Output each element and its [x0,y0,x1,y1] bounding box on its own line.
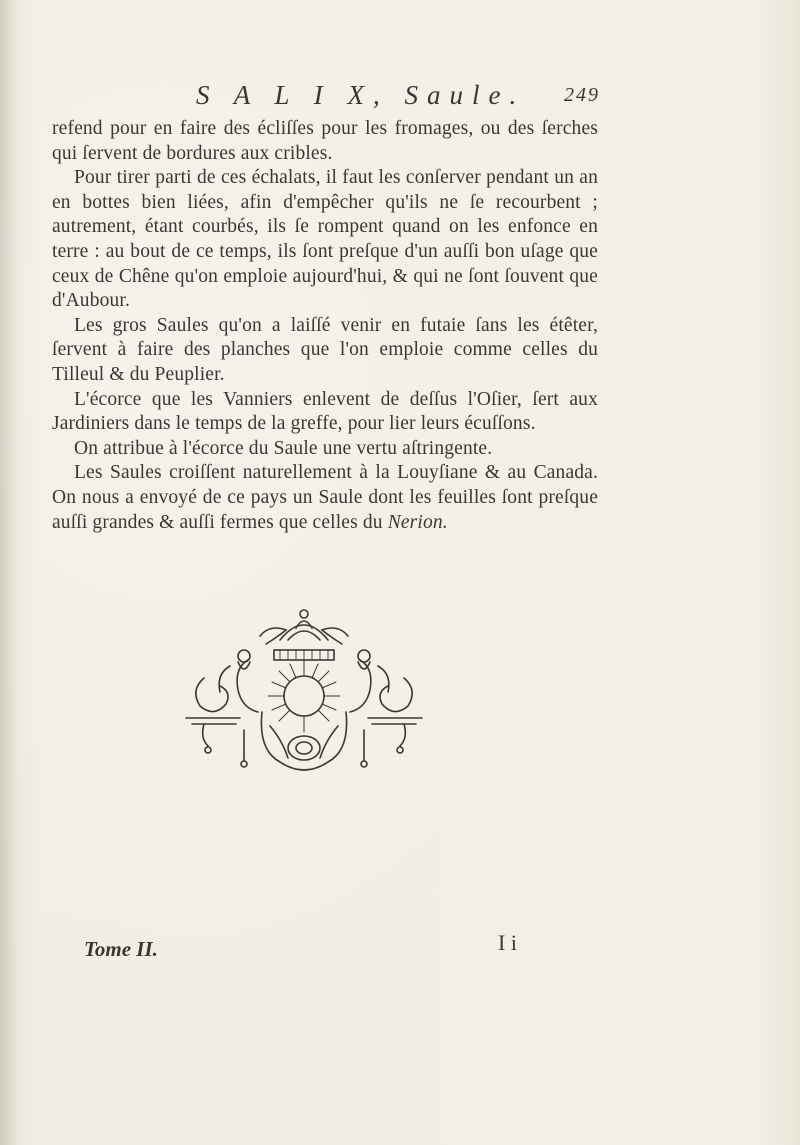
paragraph: refend pour en faire des écliſſes pour les fromages, ou des ſerches qui ſervent de bordures aux cribles. [52,118,598,164]
signature-mark: I i [498,930,517,955]
body-text [52,117,598,535]
page-number: 249 [564,84,600,106]
paragraph: On attribue à l'écorce du Saule une vertu aſtringente. [74,437,493,459]
paragraph-last [52,461,598,535]
paragraph: Les gros Saules qu'on a laiſſé venir en futaie ſans les étêter, ſervent à faire des planches que l'on emploie comme celles du Tilleul & du Peuplier. [52,314,598,385]
spine-shadow [0,0,18,1145]
italic-word: Nerion. [387,511,448,533]
paragraph: Pour tirer parti de ces échalats, il faut les conſerver pendant un an en bottes bien liées, afin d'empêcher qu'ils ne ſe recourbent ; autrement, étant courbés, ils ſe rompent quand on les enfonce en terre : au bout de ce temps, ils ſont preſque d'un auſſi bon uſage que ceux de Chêne qu'on emploie aujourd'hui, & qui ne ſont ſouvent que d'Aubour. [52,167,598,312]
baroque-fleuron-icon [170,600,438,780]
page-header [196,80,600,116]
paragraph-text: Les Saules croiſſent naturellement à la Louyſiane & au Canada. On nous a envoyé de ce pays un Saule dont les feuilles ſont preſque auſſi grandes & auſſi fermes que celles du [52,462,598,533]
running-title: S A L I X, Saule. [196,80,526,110]
paragraph: L'écorce que les Vanniers enlevent de deſſus l'Oſier, ſert aux Jardiniers dans le temps de la greffe, pour lier leurs écuſſons. [52,388,598,435]
volume-label: Tome II. [84,937,158,961]
